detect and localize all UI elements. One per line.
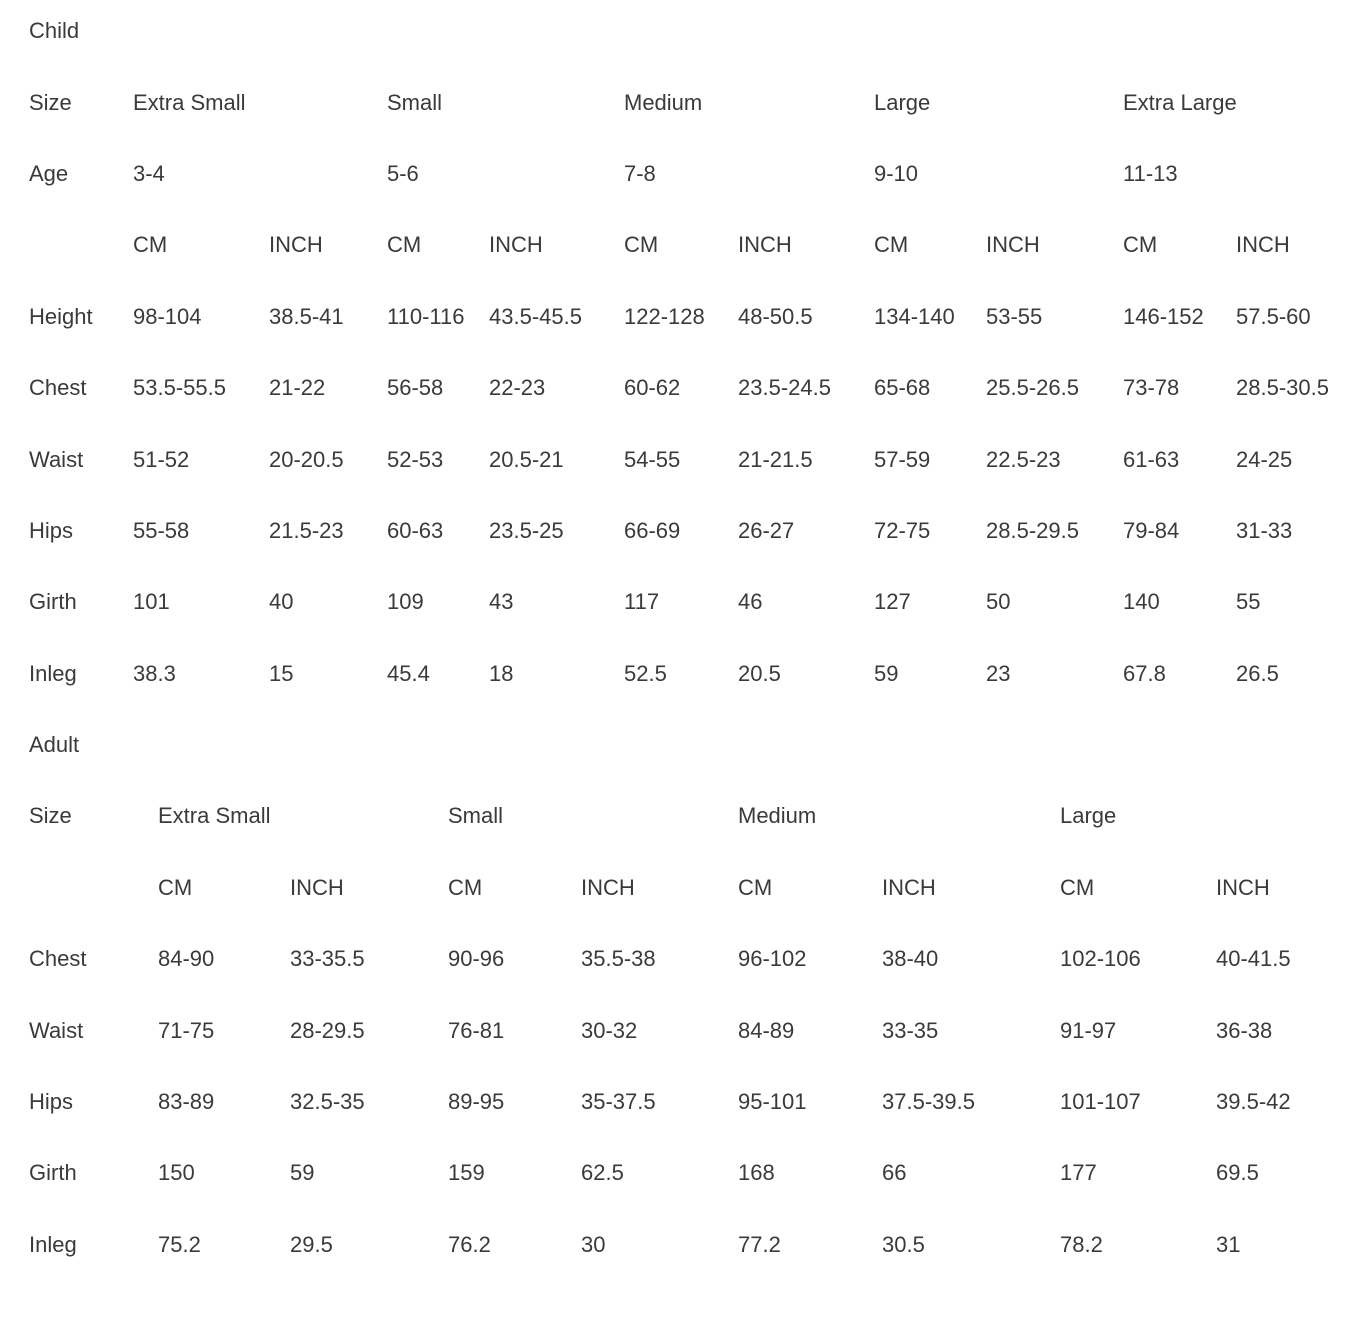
child-cell: 43.5-45.5 [489,304,582,329]
child-row-hips [0,511,1362,551]
child-row-label: Height [29,304,93,329]
adult-cell: 78.2 [1060,1232,1103,1257]
adult-section-title: Adult [29,732,80,757]
child-unit-cm: CM [1123,232,1158,257]
child-cell: 22-23 [489,375,546,400]
child-unit-inch: INCH [489,232,543,257]
adult-cell: 89-95 [448,1089,505,1114]
child-cell: 140 [1123,589,1160,614]
adult-unit-cm: CM [158,875,193,900]
child-row-waist [0,440,1362,480]
child-cell: 54-55 [624,447,681,472]
adult-cell: 28-29.5 [290,1018,365,1043]
child-cell: 23.5-25 [489,518,564,543]
child-age-value: 11-13 [1123,161,1178,186]
child-unit-inch: INCH [1236,232,1290,257]
adult-cell: 69.5 [1216,1160,1259,1185]
child-units-row [0,225,1362,265]
child-age-label: Age [29,161,69,186]
child-cell: 21-22 [269,375,326,400]
child-cell: 40 [269,589,294,614]
child-cell: 110-116 [387,304,465,329]
child-unit-cm: CM [624,232,659,257]
adult-unit-cm: CM [1060,875,1095,900]
adult-cell: 95-101 [738,1089,807,1114]
child-cell: 59 [874,661,899,686]
child-cell: 23 [986,661,1011,686]
child-unit-inch: INCH [269,232,323,257]
child-unit-inch: INCH [986,232,1040,257]
child-cell: 67.8 [1123,661,1166,686]
child-cell: 20.5 [738,661,781,686]
adult-cell: 30 [581,1232,606,1257]
adult-cell: 59 [290,1160,315,1185]
child-row-label: Waist [29,447,84,472]
child-size-label: Size [29,90,72,115]
adult-cell: 71-75 [158,1018,215,1043]
child-size-row [0,83,1362,123]
child-cell: 66-69 [624,518,681,543]
adult-cell: 102-106 [1060,946,1141,971]
child-cell: 20.5-21 [489,447,564,472]
adult-size-header: Large [1060,803,1117,828]
child-cell: 38.5-41 [269,304,344,329]
adult-cell: 101-107 [1060,1089,1141,1114]
child-size-header: Extra Large [1123,90,1237,115]
adult-unit-inch: INCH [1216,875,1270,900]
child-cell: 79-84 [1123,518,1180,543]
child-cell: 51-52 [133,447,190,472]
adult-size-row [0,796,1362,836]
adult-row-label: Girth [29,1160,77,1185]
child-cell: 134-140 [874,304,955,329]
adult-cell: 39.5-42 [1216,1089,1291,1114]
adult-unit-inch: INCH [581,875,635,900]
child-cell: 146-152 [1123,304,1204,329]
child-age-value: 3-4 [133,161,165,186]
child-cell: 53.5-55.5 [133,375,226,400]
adult-cell: 75.2 [158,1232,201,1257]
child-cell: 109 [387,589,424,614]
adult-cell: 36-38 [1216,1018,1273,1043]
child-cell: 45.4 [387,661,430,686]
child-cell: 26.5 [1236,661,1279,686]
child-cell: 61-63 [1123,447,1180,472]
adult-row-chest [0,939,1362,979]
child-size-header: Extra Small [133,90,246,115]
adult-cell: 66 [882,1160,907,1185]
child-cell: 55-58 [133,518,190,543]
child-age-value: 5-6 [387,161,419,186]
child-cell: 55 [1236,589,1261,614]
child-age-value: 7-8 [624,161,656,186]
child-cell: 15 [269,661,294,686]
child-size-header: Large [874,90,931,115]
child-cell: 98-104 [133,304,202,329]
adult-cell: 90-96 [448,946,505,971]
child-cell: 52.5 [624,661,667,686]
adult-cell: 30.5 [882,1232,925,1257]
adult-cell: 62.5 [581,1160,624,1185]
adult-row-label: Inleg [29,1232,77,1257]
adult-cell: 159 [448,1160,485,1185]
child-cell: 57-59 [874,447,931,472]
child-cell: 46 [738,589,763,614]
child-cell: 25.5-26.5 [986,375,1079,400]
child-cell: 52-53 [387,447,444,472]
adult-unit-inch: INCH [290,875,344,900]
child-cell: 43 [489,589,514,614]
child-cell: 60-63 [387,518,444,543]
adult-cell: 29.5 [290,1232,333,1257]
adult-cell: 31 [1216,1232,1241,1257]
child-cell: 122-128 [624,304,705,329]
child-row-inleg [0,654,1362,694]
child-cell: 53-55 [986,304,1043,329]
child-row-label: Chest [29,375,87,400]
child-cell: 117 [624,589,660,614]
child-cell: 48-50.5 [738,304,813,329]
adult-cell: 84-89 [738,1018,795,1043]
child-cell: 26-27 [738,518,795,543]
child-row-girth [0,582,1362,622]
child-age-value: 9-10 [874,161,919,186]
adult-cell: 40-41.5 [1216,946,1291,971]
child-cell: 65-68 [874,375,931,400]
adult-unit-cm: CM [448,875,483,900]
adult-cell: 38-40 [882,946,939,971]
adult-row-inleg [0,1225,1362,1265]
child-row-chest [0,368,1362,408]
adult-cell: 33-35.5 [290,946,365,971]
child-row-height [0,297,1362,337]
adult-row-hips [0,1082,1362,1122]
child-cell: 21-21.5 [738,447,813,472]
child-cell: 23.5-24.5 [738,375,831,400]
adult-size-header: Medium [738,803,817,828]
child-cell: 28.5-30.5 [1236,375,1329,400]
adult-cell: 35.5-38 [581,946,656,971]
adult-row-label: Waist [29,1018,84,1043]
adult-cell: 76-81 [448,1018,505,1043]
child-cell: 24-25 [1236,447,1293,472]
child-cell: 28.5-29.5 [986,518,1079,543]
child-row-label: Girth [29,589,77,614]
child-cell: 22.5-23 [986,447,1061,472]
child-row-label: Inleg [29,661,77,686]
adult-cell: 96-102 [738,946,807,971]
adult-unit-cm: CM [738,875,773,900]
child-cell: 38.3 [133,661,176,686]
adult-size-header: Small [448,803,504,828]
child-unit-cm: CM [133,232,168,257]
adult-cell: 77.2 [738,1232,781,1257]
adult-cell: 168 [738,1160,775,1185]
adult-cell: 30-32 [581,1018,638,1043]
child-cell: 21.5-23 [269,518,344,543]
child-age-row [0,154,1362,194]
adult-row-girth [0,1153,1362,1193]
adult-cell: 84-90 [158,946,215,971]
adult-row-label: Hips [29,1089,74,1114]
adult-size-label: Size [29,803,72,828]
child-cell: 18 [489,661,514,686]
adult-cell: 83-89 [158,1089,215,1114]
adult-cell: 150 [158,1160,195,1185]
adult-cell: 35-37.5 [581,1089,656,1114]
adult-units-row [0,868,1362,908]
child-cell: 20-20.5 [269,447,344,472]
child-size-header: Medium [624,90,703,115]
child-cell: 31-33 [1236,518,1293,543]
adult-cell: 32.5-35 [290,1089,365,1114]
child-size-header: Small [387,90,443,115]
adult-cell: 33-35 [882,1018,939,1043]
child-cell: 50 [986,589,1011,614]
adult-row-waist [0,1011,1362,1051]
adult-unit-inch: INCH [882,875,936,900]
adult-size-header: Extra Small [158,803,271,828]
adult-cell: 177 [1060,1160,1097,1185]
adult-cell: 76.2 [448,1232,491,1257]
child-cell: 57.5-60 [1236,304,1311,329]
child-cell: 56-58 [387,375,444,400]
child-unit-cm: CM [874,232,909,257]
child-cell: 127 [874,589,911,614]
child-cell: 73-78 [1123,375,1180,400]
adult-cell: 91-97 [1060,1018,1117,1043]
child-cell: 101 [133,589,170,614]
adult-cell: 37.5-39.5 [882,1089,975,1114]
child-unit-inch: INCH [738,232,792,257]
adult-row-label: Chest [29,946,87,971]
child-unit-cm: CM [387,232,422,257]
child-cell: 60-62 [624,375,681,400]
child-section-title: Child [29,18,80,43]
child-row-label: Hips [29,518,74,543]
child-cell: 72-75 [874,518,931,543]
